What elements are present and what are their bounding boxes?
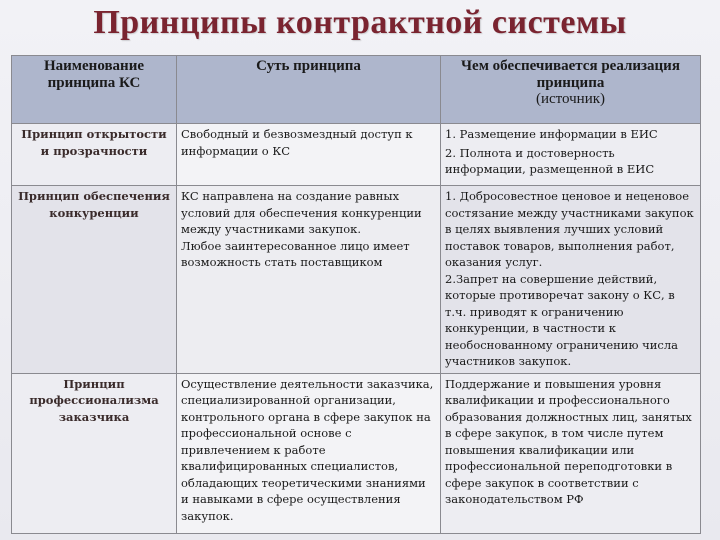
means-item: 1. Добросовестное ценовое и неценовое состязание между участниками закупок в целях выявления лучших условий поставок товаров, выполнения работ, оказания услуг. [445, 189, 694, 269]
header-principle-name [12, 56, 177, 124]
page-title: Принципы контрактной системы [93, 4, 627, 41]
row-principle-name [12, 186, 177, 374]
means-text: Поддержание и повышения уровня квалификации и профессионального образования должностных лиц, занятых в сфере закупок, в том числе путем повышения квалификации или профессиональной переподготовки в сфере закупок в соответствии с законодательством РФ [445, 376, 692, 506]
essence-text: Любое заинтересованное лицо имеет возможность стать поставщиком [181, 238, 410, 269]
header-principle-essence [177, 56, 441, 124]
row-principle-name [12, 373, 177, 533]
header-principle-means-label: Чем обеспечивается реализация принципа [461, 58, 680, 91]
table-row [12, 373, 701, 533]
principle-name-text: Принцип профессионализма заказчика [29, 376, 159, 424]
header-principle-means [441, 56, 701, 124]
principle-name-text: Принцип обеспечения конкуренции [18, 189, 170, 220]
row-principle-means [441, 124, 701, 186]
essence-text: Свободный и безвозмездный доступ к информации о КС [181, 127, 413, 158]
means-item: 2.Запрет на совершение действий, которые противоречат закону о КС, в т.ч. приводят к ограничению конкуренции, в частности к необоснованному ограничению числа участников закупок. [445, 271, 678, 368]
header-principle-means-sub: (источник) [535, 91, 606, 107]
row-principle-essence [177, 186, 441, 374]
essence-text: Осуществление деятельности заказчика, специализированной организации, контрольного органа в сфере закупок на профессиональной основе с привлечением к работе квалифицированных специалистов, обладающих теоретическими знаниями и навыками в сфере осуществления закупок. [181, 376, 434, 523]
principles-table [11, 55, 701, 534]
table-row [12, 124, 701, 186]
principle-name-text: Принцип открытости и прозрачности [21, 127, 167, 158]
table-header-row [12, 56, 701, 124]
row-principle-means [441, 186, 701, 374]
essence-text: КС направлена на создание равных условий для обеспечения конкуренции между участниками закупок. [181, 189, 422, 236]
row-principle-name [12, 124, 177, 186]
row-principle-means [441, 373, 701, 533]
header-principle-essence-label: Суть принципа [256, 58, 361, 74]
row-principle-essence [177, 373, 441, 533]
header-principle-name-label: Наименование принципа КС [44, 58, 144, 91]
table-row [12, 186, 701, 374]
row-principle-essence [177, 124, 441, 186]
means-item: 1. Размещение информации в ЕИС [445, 127, 658, 141]
means-item: 2. Полнота и достоверность информации, размещенной в ЕИС [445, 145, 655, 176]
